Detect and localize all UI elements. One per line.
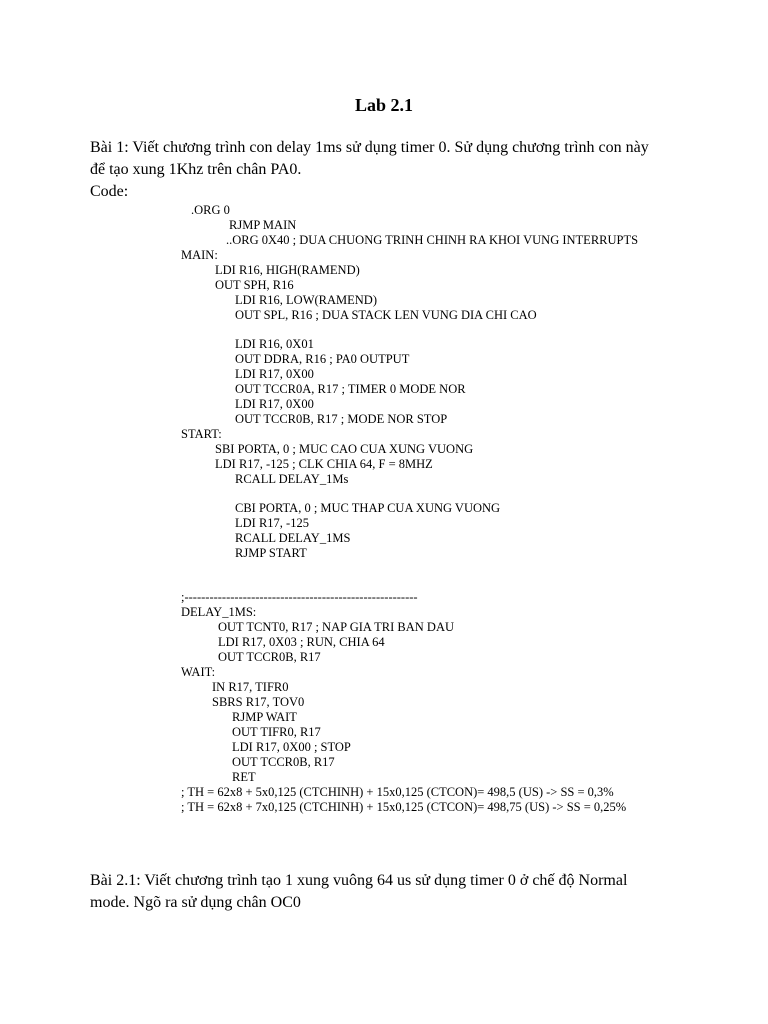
code-line: OUT DDRA, R16 ; PA0 OUTPUT	[235, 352, 410, 366]
exercise-2-line-1: Bài 2.1: Viết chương trình tạo 1 xung vuông 64 us sử dụng timer 0 ở chế độ Normal	[90, 872, 628, 889]
code-line: LDI R17, -125 ; CLK CHIA 64, F = 8MHZ	[215, 457, 433, 471]
code-line: SBI PORTA, 0 ; MUC CAO CUA XUNG VUONG	[215, 442, 474, 456]
code-line: OUT TCCR0B, R17 ; MODE NOR STOP	[235, 412, 448, 426]
code-line: MAIN:	[181, 248, 218, 262]
code-line: ; TH = 62x8 + 5x0,125 (CTCHINH) + 15x0,125 (CTCON)= 498,5 (US) -> SS = 0,3%	[181, 785, 614, 799]
code-line: LDI R16, 0X01	[235, 337, 314, 351]
code-line: IN R17, TIFR0	[212, 680, 289, 694]
code-line: RET	[232, 770, 256, 784]
code-line: .ORG 0	[191, 203, 230, 217]
code-line: OUT SPH, R16	[215, 278, 294, 292]
code-line: START:	[181, 427, 222, 441]
code-line: OUT TCNT0, R17 ; NAP GIA TRI BAN DAU	[218, 620, 455, 634]
code-line: WAIT:	[181, 665, 216, 679]
code-line: OUT TCCR0A, R17 ; TIMER 0 MODE NOR	[235, 382, 466, 396]
code-line: LDI R17, 0X03 ; RUN, CHIA 64	[218, 635, 385, 649]
code-line: RJMP WAIT	[232, 710, 297, 724]
exercise-1-line-2: để tạo xung 1Khz trên chân PA0.	[90, 161, 302, 178]
code-line: ;--------------------------------------------------------	[181, 590, 418, 604]
code-line: RJMP MAIN	[229, 218, 297, 232]
code-line: OUT TIFR0, R17	[232, 725, 321, 739]
code-line: LDI R16, HIGH(RAMEND)	[215, 263, 360, 277]
code-line: RJMP START	[235, 546, 307, 560]
exercise-2-line-2: mode. Ngõ ra sử dụng chân OC0	[90, 894, 301, 911]
exercise-1-text	[90, 137, 690, 203]
code-line: LDI R17, -125	[235, 516, 309, 530]
code-line: LDI R17, 0X00 ; STOP	[232, 740, 351, 754]
code-line: OUT SPL, R16 ; DUA STACK LEN VUNG DIA CHI CAO	[235, 308, 537, 322]
code-line: OUT TCCR0B, R17	[232, 755, 335, 769]
code-line: SBRS R17, TOV0	[212, 695, 305, 709]
code-line: OUT TCCR0B, R17	[218, 650, 321, 664]
code-line: RCALL DELAY_1MS	[235, 531, 351, 545]
code-line: LDI R17, 0X00	[235, 367, 314, 381]
code-line: LDI R16, LOW(RAMEND)	[235, 293, 377, 307]
document-title: Lab 2.1	[354, 95, 414, 115]
code-label: Code:	[90, 183, 129, 200]
code-line: ..ORG 0X40 ; DUA CHUONG TRINH CHINH RA KHOI VUNG INTERRUPTS	[226, 233, 639, 247]
code-line: LDI R17, 0X00	[235, 397, 314, 411]
code-line: DELAY_1MS:	[181, 605, 257, 619]
exercise-1-line-1: Bài 1: Viết chương trình con delay 1ms sử dụng timer 0. Sử dụng chương trình con này	[90, 139, 649, 156]
exercise-2-text	[90, 870, 690, 914]
code-line: ; TH = 62x8 + 7x0,125 (CTCHINH) + 15x0,125 (CTCON)= 498,75 (US) -> SS = 0,25%	[181, 800, 627, 814]
code-line: CBI PORTA, 0 ; MUC THAP CUA XUNG VUONG	[235, 501, 501, 515]
code-line: RCALL DELAY_1Ms	[235, 472, 349, 486]
